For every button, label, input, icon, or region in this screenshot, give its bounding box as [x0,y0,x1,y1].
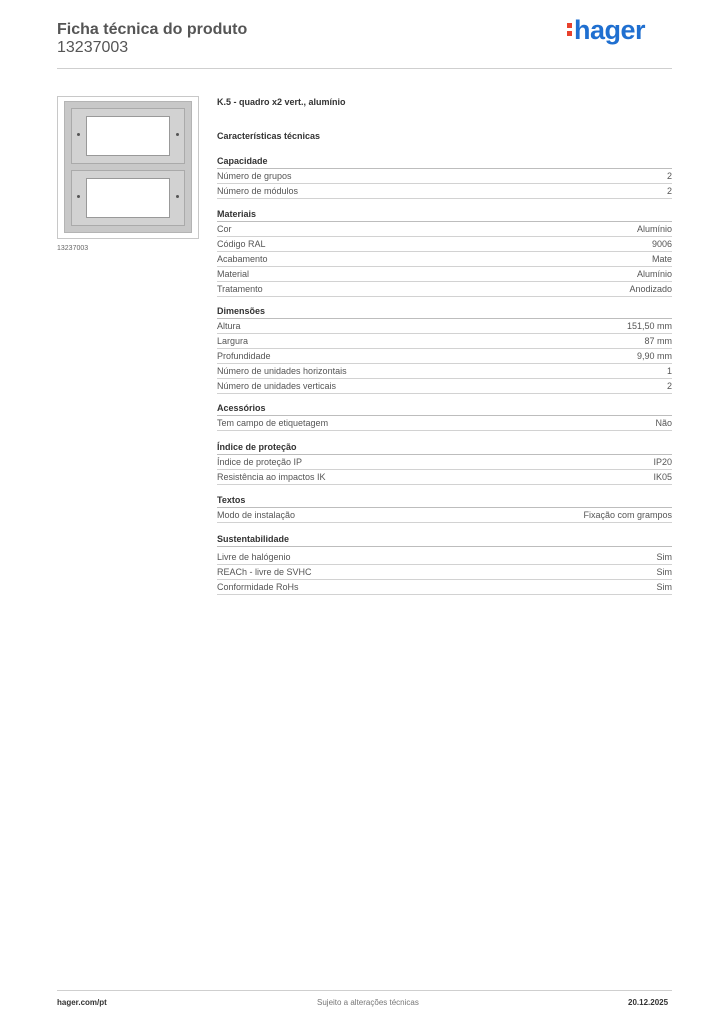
spec-section-title: Capacidade [217,155,672,169]
spec-section-capacidade [217,155,672,199]
section-heading: Características técnicas [217,131,321,141]
spec-row: Modo de instalação Fixação com grampos [217,508,672,523]
spec-section-acessorios [217,402,672,431]
spec-row: Livre de halógenio Sim [217,550,672,565]
spec-row: Acabamento Mate [217,252,672,267]
product-code: 13237003 [57,39,129,56]
footer-date: 20.12.2025 [628,998,669,1007]
spec-section-title: Materiais [217,208,672,222]
spec-row: Altura 151,50 mm [217,319,672,334]
spec-section-title: Textos [217,494,672,508]
spec-section-title: Índice de proteção [217,441,672,455]
spec-section-title: Acessórios [217,402,672,416]
logo-text: hager [574,15,646,45]
spec-row: Largura 87 mm [217,334,672,349]
spec-row: Tratamento Anodizado [217,282,672,297]
spec-row: Número de unidades verticais 2 [217,379,672,394]
footer-divider [57,990,672,991]
header-divider [57,68,672,69]
spec-row: Número de módulos 2 [217,184,672,199]
spec-section-textos [217,494,672,523]
spec-row: Material Alumínio [217,267,672,282]
spec-section-dimensoes [217,305,672,394]
image-caption: 13237003 [57,245,89,252]
spec-row: Código RAL 9006 [217,237,672,252]
product-image [57,96,199,239]
spec-row: Índice de proteção IP IP20 [217,455,672,470]
spec-row: Conformidade RoHs Sim [217,580,672,595]
footer-notice: Sujeito a alterações técnicas [317,998,419,1007]
spec-section-title: Dimensões [217,305,672,319]
hager-logo [567,15,645,46]
product-name: K.5 - quadro x2 vert., alumínio [217,97,346,107]
page-title: Ficha técnica do produto [57,21,248,38]
spec-row: REACh - livre de SVHC Sim [217,565,672,580]
spec-section-title: Sustentabilidade [217,533,672,547]
footer-website-link[interactable]: hager.com/pt [57,998,107,1007]
spec-row: Número de grupos 2 [217,169,672,184]
spec-row: Resistência ao impactos IK IK05 [217,470,672,485]
spec-section-materiais [217,208,672,297]
spec-row: Profundidade 9,90 mm [217,349,672,364]
spec-row: Cor Alumínio [217,222,672,237]
double-frame-icon [64,101,192,233]
spec-row: Número de unidades horizontais 1 [217,364,672,379]
logo-dots-icon [567,20,572,39]
spec-row: Tem campo de etiquetagem Não [217,416,672,431]
spec-section-indice-protecao [217,441,672,485]
spec-section-sustentabilidade [217,533,672,595]
